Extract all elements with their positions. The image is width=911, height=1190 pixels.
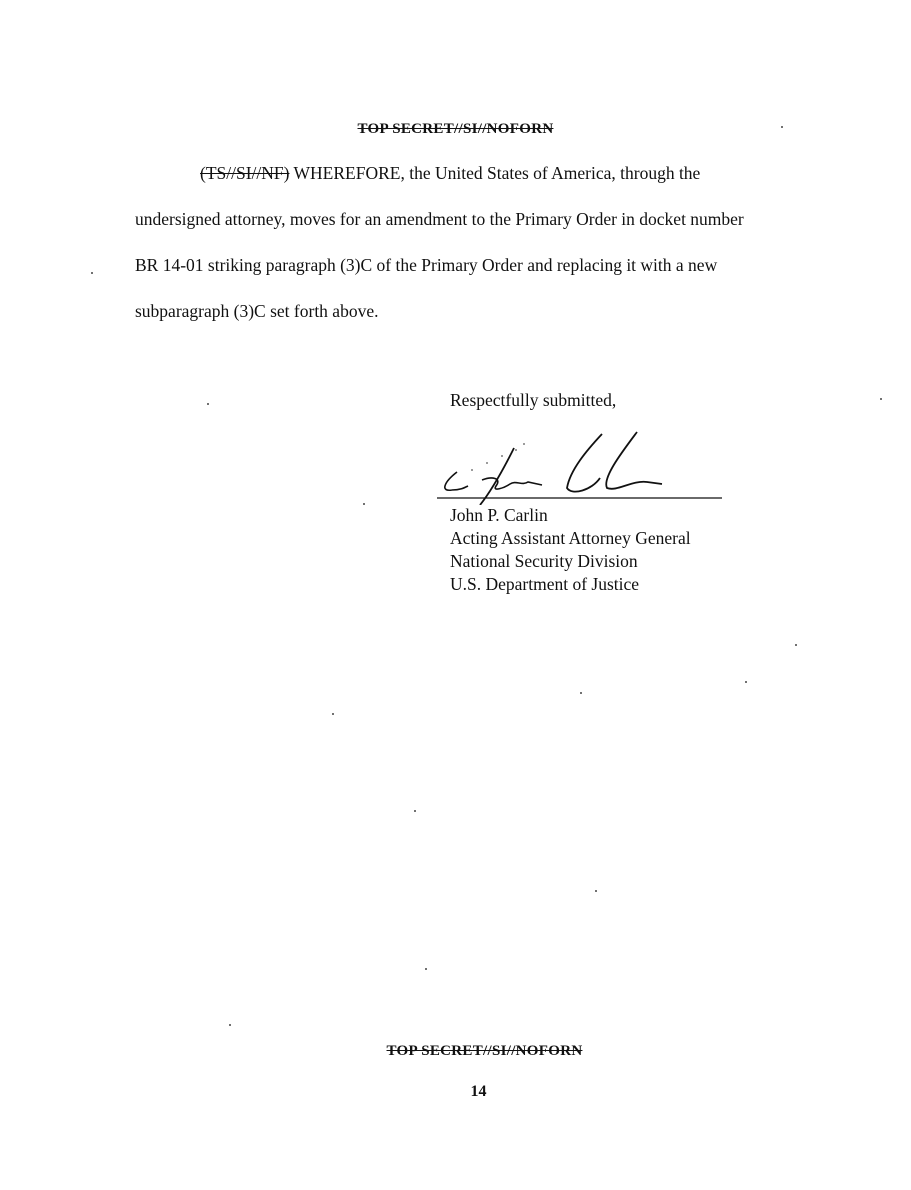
signatory-details [450,504,691,596]
signatory-division: National Security Division [450,551,638,571]
scan-speck [781,126,783,128]
paragraph-line-3: BR 14-01 striking paragraph (3)C of the Primary Order and replacing it with a new [135,255,718,275]
classification-footer: TOP SECRET//SI//NOFORN [386,1043,583,1059]
classification-header: TOP SECRET//SI//NOFORN [357,121,554,137]
paragraph-line-1-text: WHEREFORE, the United States of America, through the [293,163,701,183]
closing-text: Respectfully submitted, [450,390,617,410]
paragraph-line-1 [135,150,815,196]
scan-speck [229,1024,231,1026]
signatory-department: U.S. Department of Justice [450,574,640,594]
paragraph-line-4: subparagraph (3)C set forth above. [135,301,379,321]
scan-speck [332,713,334,715]
scan-speck [745,681,747,683]
page-number: 14 [470,1083,487,1100]
signatory-title: Acting Assistant Attorney General [450,528,691,548]
scan-speck [425,968,427,970]
scan-speck [363,503,365,505]
signature-block [450,390,691,594]
portion-marking: (TS//SI//NF) [200,163,290,183]
scan-speck [595,890,597,892]
scan-speck [580,692,582,694]
body-paragraph [135,150,815,334]
handwritten-signature [432,430,732,505]
paragraph-line-2: undersigned attorney, moves for an amendment to the Primary Order in docket number [135,209,744,229]
scan-speck [91,272,93,274]
scan-speck [795,644,797,646]
scan-speck [414,810,416,812]
signatory-name: John P. Carlin [450,505,548,525]
scan-speck [880,398,882,400]
scan-speck [207,403,209,405]
